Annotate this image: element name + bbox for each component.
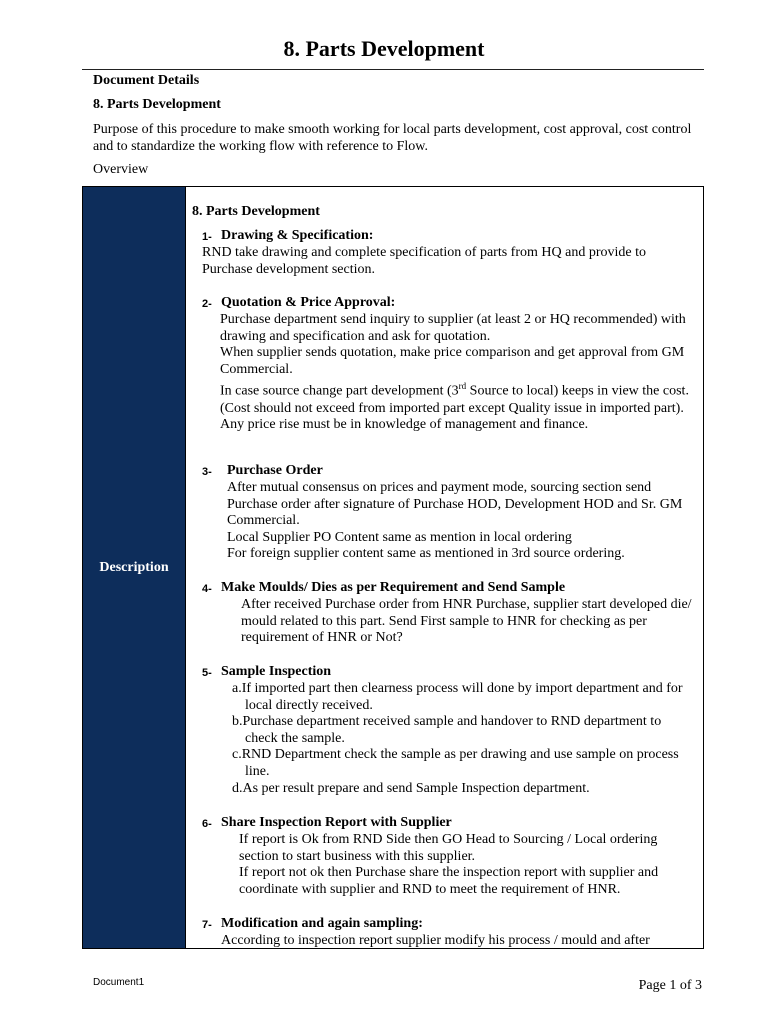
content-section-title: 8. Parts Development	[192, 204, 320, 219]
step-line: Local Supplier PO Content same as mention in local ordering	[227, 529, 572, 545]
description-label-cell	[83, 187, 186, 948]
step-heading: Sample Inspection	[221, 664, 332, 679]
step-heading: Make Moulds/ Dies as per Requirement and Send Sample	[221, 580, 566, 595]
step-body	[232, 681, 697, 797]
description-content-cell	[186, 187, 703, 948]
step-body	[202, 245, 697, 278]
step-line: When supplier sends quotation, make price comparison and get approval from GM Commercial.	[220, 345, 685, 377]
step-line: For foreign supplier content same as mentioned in 3rd source ordering.	[227, 546, 625, 562]
section-heading: 8. Parts Development	[93, 97, 221, 112]
step-subitem: a.If imported part then clearness process will done by import department and for local directly received.	[232, 681, 683, 713]
step-subitem: c.RND Department check the sample as per drawing and use sample on process line.	[232, 747, 679, 779]
step-number: 4-	[202, 583, 212, 595]
step-heading: Modification and again sampling:	[221, 916, 423, 931]
step-number: 6-	[202, 818, 212, 830]
overview-label: Overview	[93, 162, 149, 177]
footer-page-number: Page 1 of 3	[638, 978, 702, 993]
step-heading: Share Inspection Report with Supplier	[221, 815, 452, 830]
step-number: 7-	[202, 919, 212, 931]
step-line: After mutual consensus on prices and payment mode, sourcing section send Purchase order after signature of Purchase HOD, Development HOD and Sr. GM Commercial.	[227, 480, 683, 529]
step-subitem: d.As per result prepare and send Sample Inspection department.	[232, 780, 590, 796]
step-body	[221, 933, 697, 948]
document-details-heading: Document Details	[93, 73, 200, 88]
step-body	[220, 312, 697, 434]
purpose-text: Purpose of this procedure to make smooth working for local parts development, cost approval, cost control and to standardize the working flow with reference to Flow.	[93, 122, 692, 154]
step-line-source-change: In case source change part development (3rd Source to local) keeps in view the cost. (Cost should not exceed from imported part except Quality issue in imported part).	[220, 381, 689, 416]
step-line: After received Purchase order from HNR Purchase, supplier start developed die/ mould related to this part. Send First sample to HNR for checking as per requirement of HNR or Not?	[241, 597, 692, 646]
step-body	[241, 597, 697, 647]
step-heading: Purchase Order	[227, 463, 323, 478]
step-number: 3-	[202, 466, 212, 478]
step-heading: Drawing & Specification:	[221, 228, 374, 243]
step-line: According to inspection report supplier modify his process / mould and after	[221, 933, 650, 948]
step-heading: Quotation & Price Approval:	[221, 295, 396, 310]
step-number: 1-	[202, 231, 212, 243]
step-number: 2-	[202, 298, 212, 310]
page-title: 8. Parts Development	[283, 36, 485, 61]
description-table	[82, 186, 704, 949]
step-line: If report is Ok from RND Side then GO Head to Sourcing / Local ordering section to start business with this supplier.	[239, 832, 658, 864]
step-line: Purchase department send inquiry to supplier (at least 2 or HQ recommended) with drawing and specification and ask for quotation.	[220, 312, 686, 344]
step-line: Any price rise must be in knowledge of management and finance.	[220, 417, 589, 433]
title-divider	[82, 69, 704, 70]
step-line: If report not ok then Purchase share the inspection report with supplier and coordinate with supplier and RND to meet the requirement of HNR.	[239, 865, 659, 897]
step-subitem: b.Purchase department received sample and handover to RND department to check the sample.	[232, 714, 662, 746]
step-body	[239, 832, 697, 898]
footer-document-name: Document1	[93, 977, 145, 988]
step-number: 5-	[202, 667, 212, 679]
description-label: Description	[99, 559, 169, 575]
step-body	[227, 480, 697, 563]
step-line: RND take drawing and complete specification of parts from HQ and provide to Purchase development section.	[202, 245, 646, 277]
